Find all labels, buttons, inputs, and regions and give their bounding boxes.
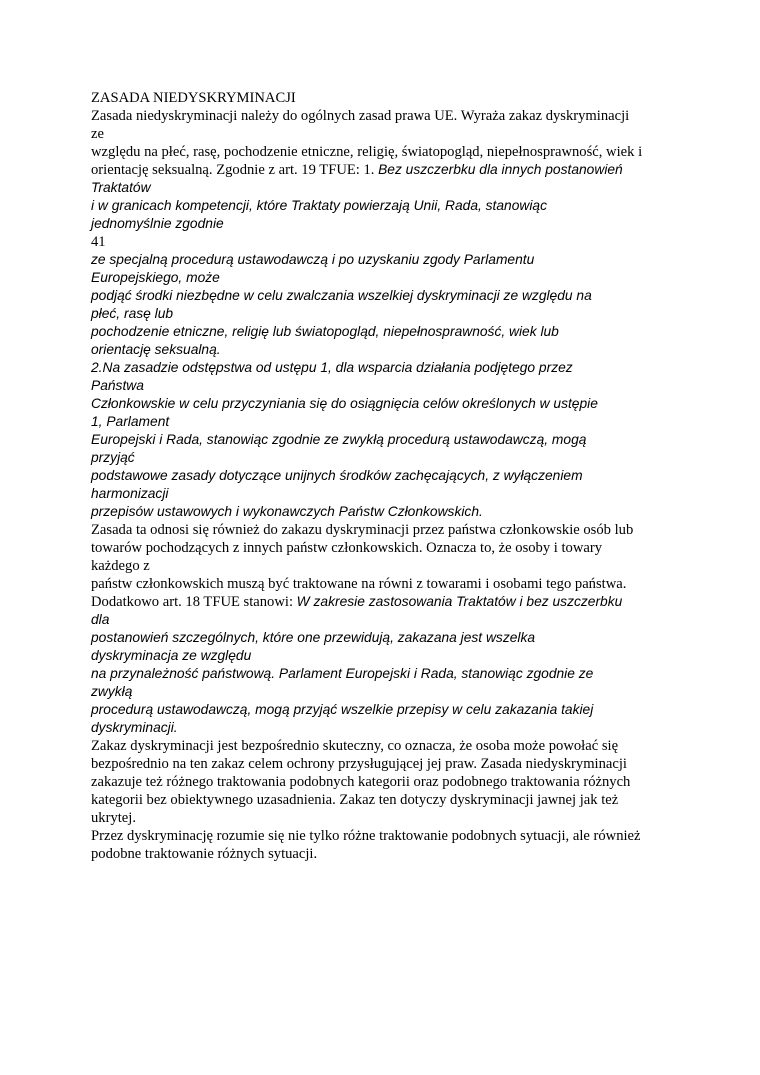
text-line: ze specjalną procedurą ustawodawczą i po uzyskaniu zgody Parlamentu [91, 252, 535, 267]
text-line: Państwa [91, 378, 144, 393]
text-line: jednomyślnie zgodnie [91, 216, 224, 231]
text-line: Traktatów [91, 180, 151, 195]
text-line: Zakaz dyskryminacji jest bezpośrednio skuteczny, co oznacza, że osoba może powołać się [91, 738, 619, 754]
text-line: procedurą ustawodawczą, mogą przyjąć wszelkie przepisy w celu zakazania takiej [91, 702, 594, 717]
text-line: Europejski i Rada, stanowiąc zgodnie ze zwykłą procedurą ustawodawczą, mogą [91, 432, 587, 447]
text-line: podjąć środki niezbędne w celu zwalczania wszelkiej dyskryminacji ze względu na [91, 288, 592, 303]
text-line: Europejskiego, może [91, 270, 220, 285]
text-line: orientację seksualną. [91, 342, 221, 357]
text-line: podobne traktowanie różnych sytuacji. [91, 846, 318, 862]
text-line: przyjąć [91, 450, 135, 465]
text-line: 41 [91, 234, 106, 250]
text-line: płeć, rasę lub [91, 306, 174, 321]
text-line: postanowień szczególnych, które one przewidują, zakazana jest wszelka [91, 630, 536, 645]
text-line: 2.Na zasadzie odstępstwa od ustępu 1, dla wsparcia działania podjętego przez [91, 360, 573, 375]
text-line [91, 593, 681, 611]
document-title: ZASADA NIEDYSKRYMINACJI [91, 90, 296, 106]
text-line: zwykłą [91, 684, 133, 699]
text-line: zakazuje też różnego traktowania podobnych kategorii oraz podobnego traktowania różnych [91, 774, 631, 790]
text-line: podstawowe zasady dotyczące unijnych środków zachęcających, z wyłączeniem [91, 468, 583, 483]
document-body [91, 89, 681, 863]
text-line: Członkowskie w celu przyczyniania się do osiągnięcia celów określonych w ustępie [91, 396, 598, 411]
text-line: towarów pochodzących z innych państw członkowskich. Oznacza to, że osoby i towary [91, 540, 603, 556]
text-line: pochodzenie etniczne, religię lub światopogląd, niepełnosprawność, wiek lub [91, 324, 559, 339]
text-segment: orientację seksualną. Zgodnie z art. 19 TFUE: 1. [91, 162, 379, 178]
text-line: i w granicach kompetencji, które Traktaty powierzają Unii, Rada, stanowiąc [91, 198, 548, 213]
text-line: bezpośrednio na ten zakaz celem ochrony przysługującej jej praw. Zasada niedyskryminacji [91, 756, 627, 772]
text-line: państw członkowskich muszą być traktowane na równi z towarami i osobami tego państwa. [91, 576, 627, 592]
text-line: dla [91, 612, 110, 627]
quoted-segment: Bez uszczerbku dla innych postanowień [378, 162, 623, 177]
text-line: Przez dyskryminację rozumie się nie tylko różne traktowanie podobnych sytuacji, ale również [91, 828, 641, 844]
document-lines [91, 107, 681, 863]
text-line: na przynależność państwową. Parlament Europejski i Rada, stanowiąc zgodnie ze [91, 666, 594, 681]
text-line: dyskryminacji. [91, 720, 178, 735]
text-segment: Dodatkowo art. 18 TFUE stanowi: [91, 594, 297, 610]
text-line: Zasada ta odnosi się również do zakazu dyskryminacji przez państwa członkowskie osób lub [91, 522, 634, 538]
text-line: ze [91, 126, 104, 142]
text-line: każdego z [91, 558, 150, 574]
text-line: przepisów ustawowych i wykonawczych Państw Członkowskich. [91, 504, 483, 519]
text-line: ukrytej. [91, 810, 136, 826]
text-line: kategorii bez obiektywnego uzasadnienia. Zakaz ten dotyczy dyskryminacji jawnej jak też [91, 792, 619, 808]
text-line: Zasada niedyskryminacji należy do ogólnych zasad prawa UE. Wyraża zakaz dyskryminacji [91, 108, 630, 124]
quoted-segment: W zakresie zastosowania Traktatów i bez uszczerbku [296, 594, 623, 609]
text-line [91, 161, 681, 179]
text-line: 1, Parlament [91, 414, 170, 429]
text-line: dyskryminacja ze względu [91, 648, 252, 663]
text-line: harmonizacji [91, 486, 169, 501]
text-line: względu na płeć, rasę, pochodzenie etniczne, religię, światopogląd, niepełnosprawność, wiek i [91, 144, 643, 160]
